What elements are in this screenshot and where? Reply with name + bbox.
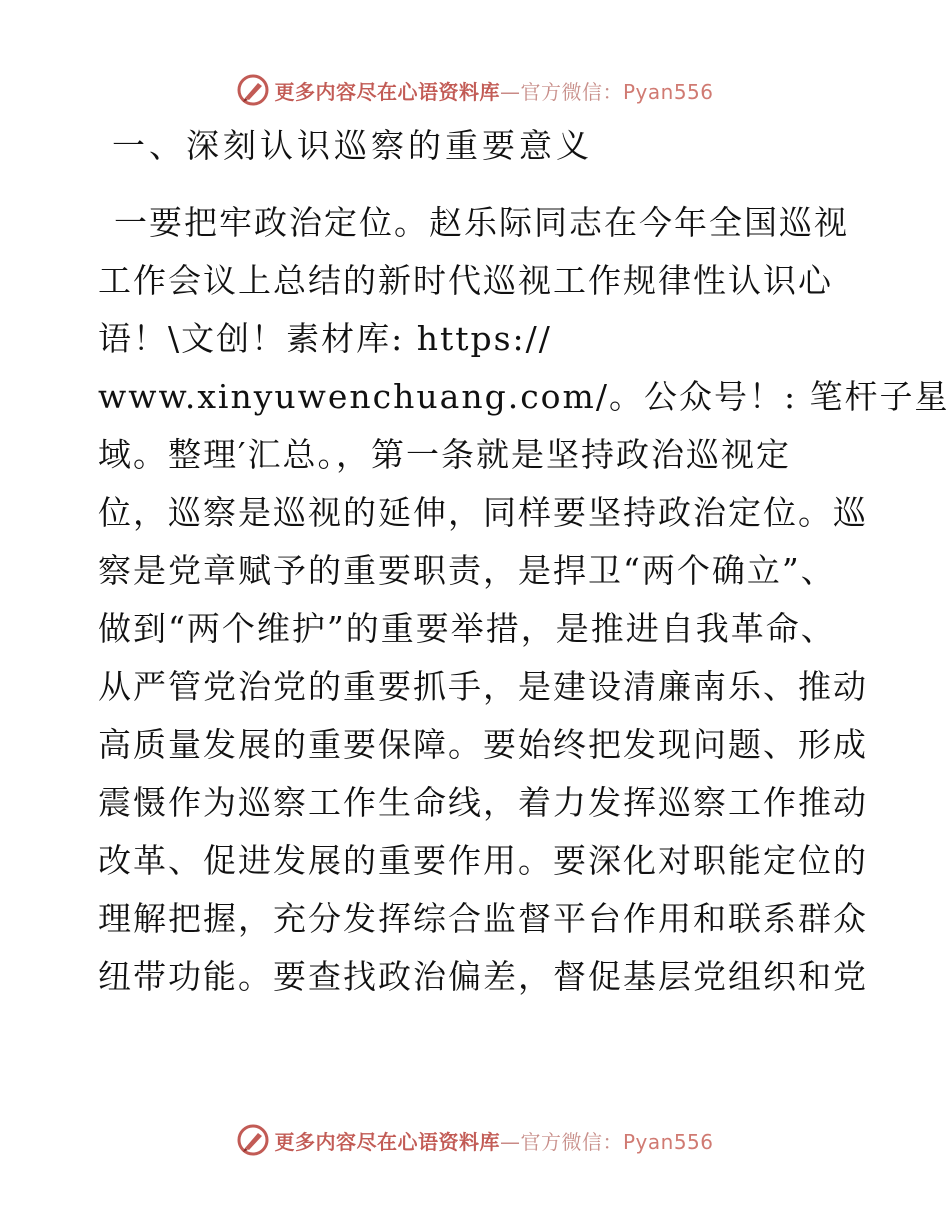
section-heading: 一、深刻认识巡察的重要意义 [112,126,593,165]
banner-label: 官方微信： [520,79,623,104]
text-line: 语！\文创！素材库: https:// [98,319,552,358]
text-line: 做到“两个维护”的重要举措，是推进自我革命、 [98,609,836,648]
header-banner [0,70,950,110]
text-line: 察是党章赋予的重要职责，是捍卫“两个确立”、 [98,551,836,590]
text-line: www.xinyuwenchuang.com/。公众号！: 笔杆子星 [98,377,950,416]
banner-separator: — [499,1129,521,1154]
text-line: 一要把牢政治定位。赵乐际同志在今年全国巡视 [114,203,849,242]
banner-text [274,76,713,105]
text-line: 高质量发展的重要保障。要始终把发现问题、形成 [98,725,868,764]
text-line: 改革、促进发展的重要作用。要深化对职能定位的 [98,841,868,880]
body-text [98,194,950,1006]
banner-highlight: 更多内容尽在心语资料库 [274,1129,500,1154]
banner-text [274,1126,713,1155]
text-line: 纽带功能。要查找政治偏差，督促基层党组织和党 [98,957,868,996]
banner-label: 官方微信： [520,1129,623,1154]
banner-id: Pyan556 [622,79,714,104]
pen-logo-icon [236,1123,270,1157]
text-line: 域。整理′汇总。，第一条就是坚持政治巡视定 [98,435,791,474]
pen-logo-icon [236,73,270,107]
text-line: 理解把握，充分发挥综合监督平台作用和联系群众 [98,899,868,938]
banner-id: Pyan556 [622,1129,714,1154]
banner-separator: — [499,79,521,104]
footer-banner [0,1120,950,1160]
text-line: 震慑作为巡察工作生命线，着力发挥巡察工作推动 [98,783,868,822]
banner-highlight: 更多内容尽在心语资料库 [274,79,500,104]
text-line: 从严管党治党的重要抓手，是建设清廉南乐、推动 [98,667,868,706]
text-line: 位，巡察是巡视的延伸，同样要坚持政治定位。巡 [98,493,868,532]
text-line: 工作会议上总结的新时代巡视工作规律性认识心 [98,261,833,300]
